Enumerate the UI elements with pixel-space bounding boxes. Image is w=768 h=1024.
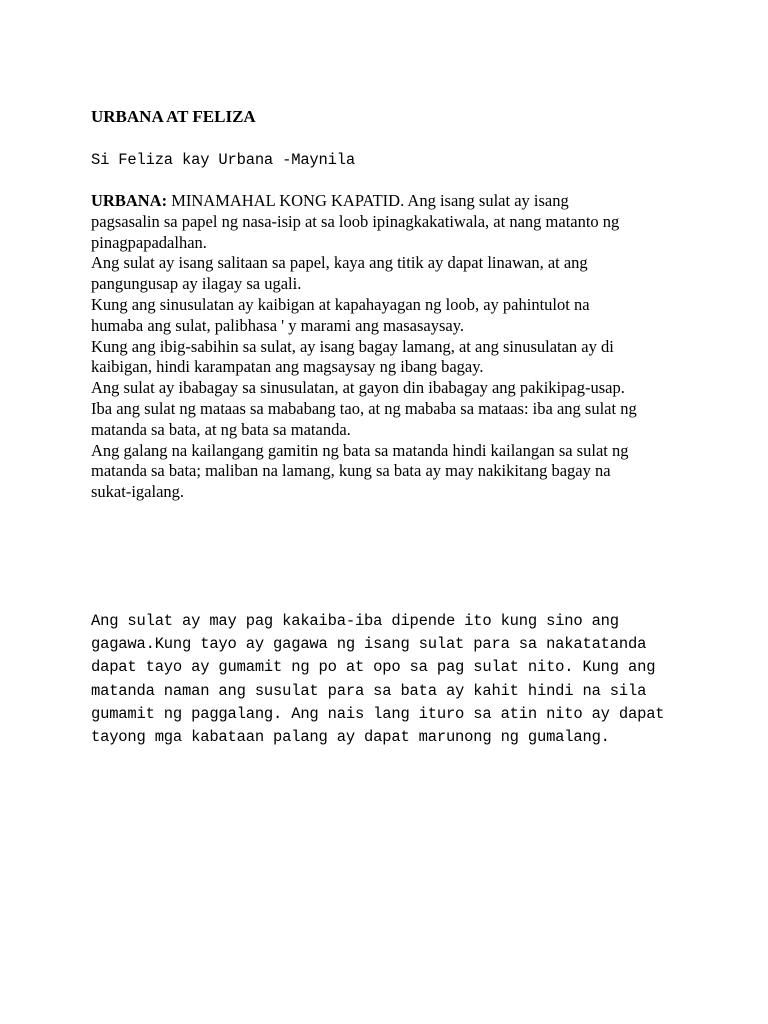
letter-line: matanda sa bata; maliban na lamang, kung sa bata ay may nakikitang bagay na [91, 461, 611, 481]
letter-line: pinagpapadalhan. [91, 232, 207, 252]
letter-line: Iba ang sulat ng mataas sa mababang tao, at ng mababa sa mataas: iba ang sulat ng [91, 398, 637, 418]
reflection-line: matanda naman ang susulat para sa bata ay kahit hindi na sila [91, 681, 647, 700]
reflection-line: tayong mga kabataan palang ay dapat marunong ng gumalang. [91, 728, 610, 747]
speaker-label: URBANA: [91, 191, 168, 210]
letter-line: kaibigan, hindi karampatan ang magsaysay ng ibang bagay. [91, 357, 484, 377]
reflection-line: gagawa.Kung tayo ay gagawa ng isang sulat para sa nakatatanda [91, 635, 647, 654]
letter-line: pangungusap ay ilagay sa ugali. [91, 274, 302, 294]
reflection-paragraph [91, 610, 665, 749]
reflection-line: Ang sulat ay may pag kakaiba-iba dipende ito kung sino ang [91, 612, 619, 630]
letter-line: matanda sa bata, at ng bata sa matanda. [91, 419, 351, 439]
letter-line: pagsasalin sa papel ng nasa-isip at sa loob ipinagkakatiwala, at nang matanto ng [91, 211, 620, 231]
document-title: URBANA AT FELIZA [91, 107, 256, 126]
letter-first-line-text: MINAMAHAL KONG KAPATID. Ang isang sulat ay isang [167, 191, 569, 210]
document-subtitle: Si Feliza kay Urbana -Maynila [91, 151, 355, 169]
letter-line: sukat-igalang. [91, 482, 185, 502]
letter-line: Ang sulat ay isang salitaan sa papel, kaya ang titik ay dapat linawan, at ang [91, 253, 588, 273]
letter-line: humaba ang sulat, palibhasa ' y marami ang masasaysay. [91, 315, 465, 335]
letter-line: Ang galang na kailangang gamitin ng bata sa matanda hindi kailangan sa sulat ng [91, 440, 629, 460]
letter-body [91, 191, 681, 503]
reflection-line: gumamit ng paggalang. Ang nais lang ituro sa atin nito ay dapat [91, 704, 665, 723]
letter-line: Ang sulat ay ibabagay sa sinusulatan, at gayon din ibabagay ang pakikipag-usap. [91, 378, 625, 398]
letter-line: Kung ang sinusulatan ay kaibigan at kapahayagan ng loob, ay pahintulot na [91, 294, 590, 314]
reflection-line: dapat tayo ay gumamit ng po at opo sa pag sulat nito. Kung ang [91, 658, 656, 677]
letter-first-line [91, 191, 681, 212]
letter-line: Kung ang ibig-sabihin sa sulat, ay isang bagay lamang, at ang sinusulatan ay di [91, 336, 614, 356]
